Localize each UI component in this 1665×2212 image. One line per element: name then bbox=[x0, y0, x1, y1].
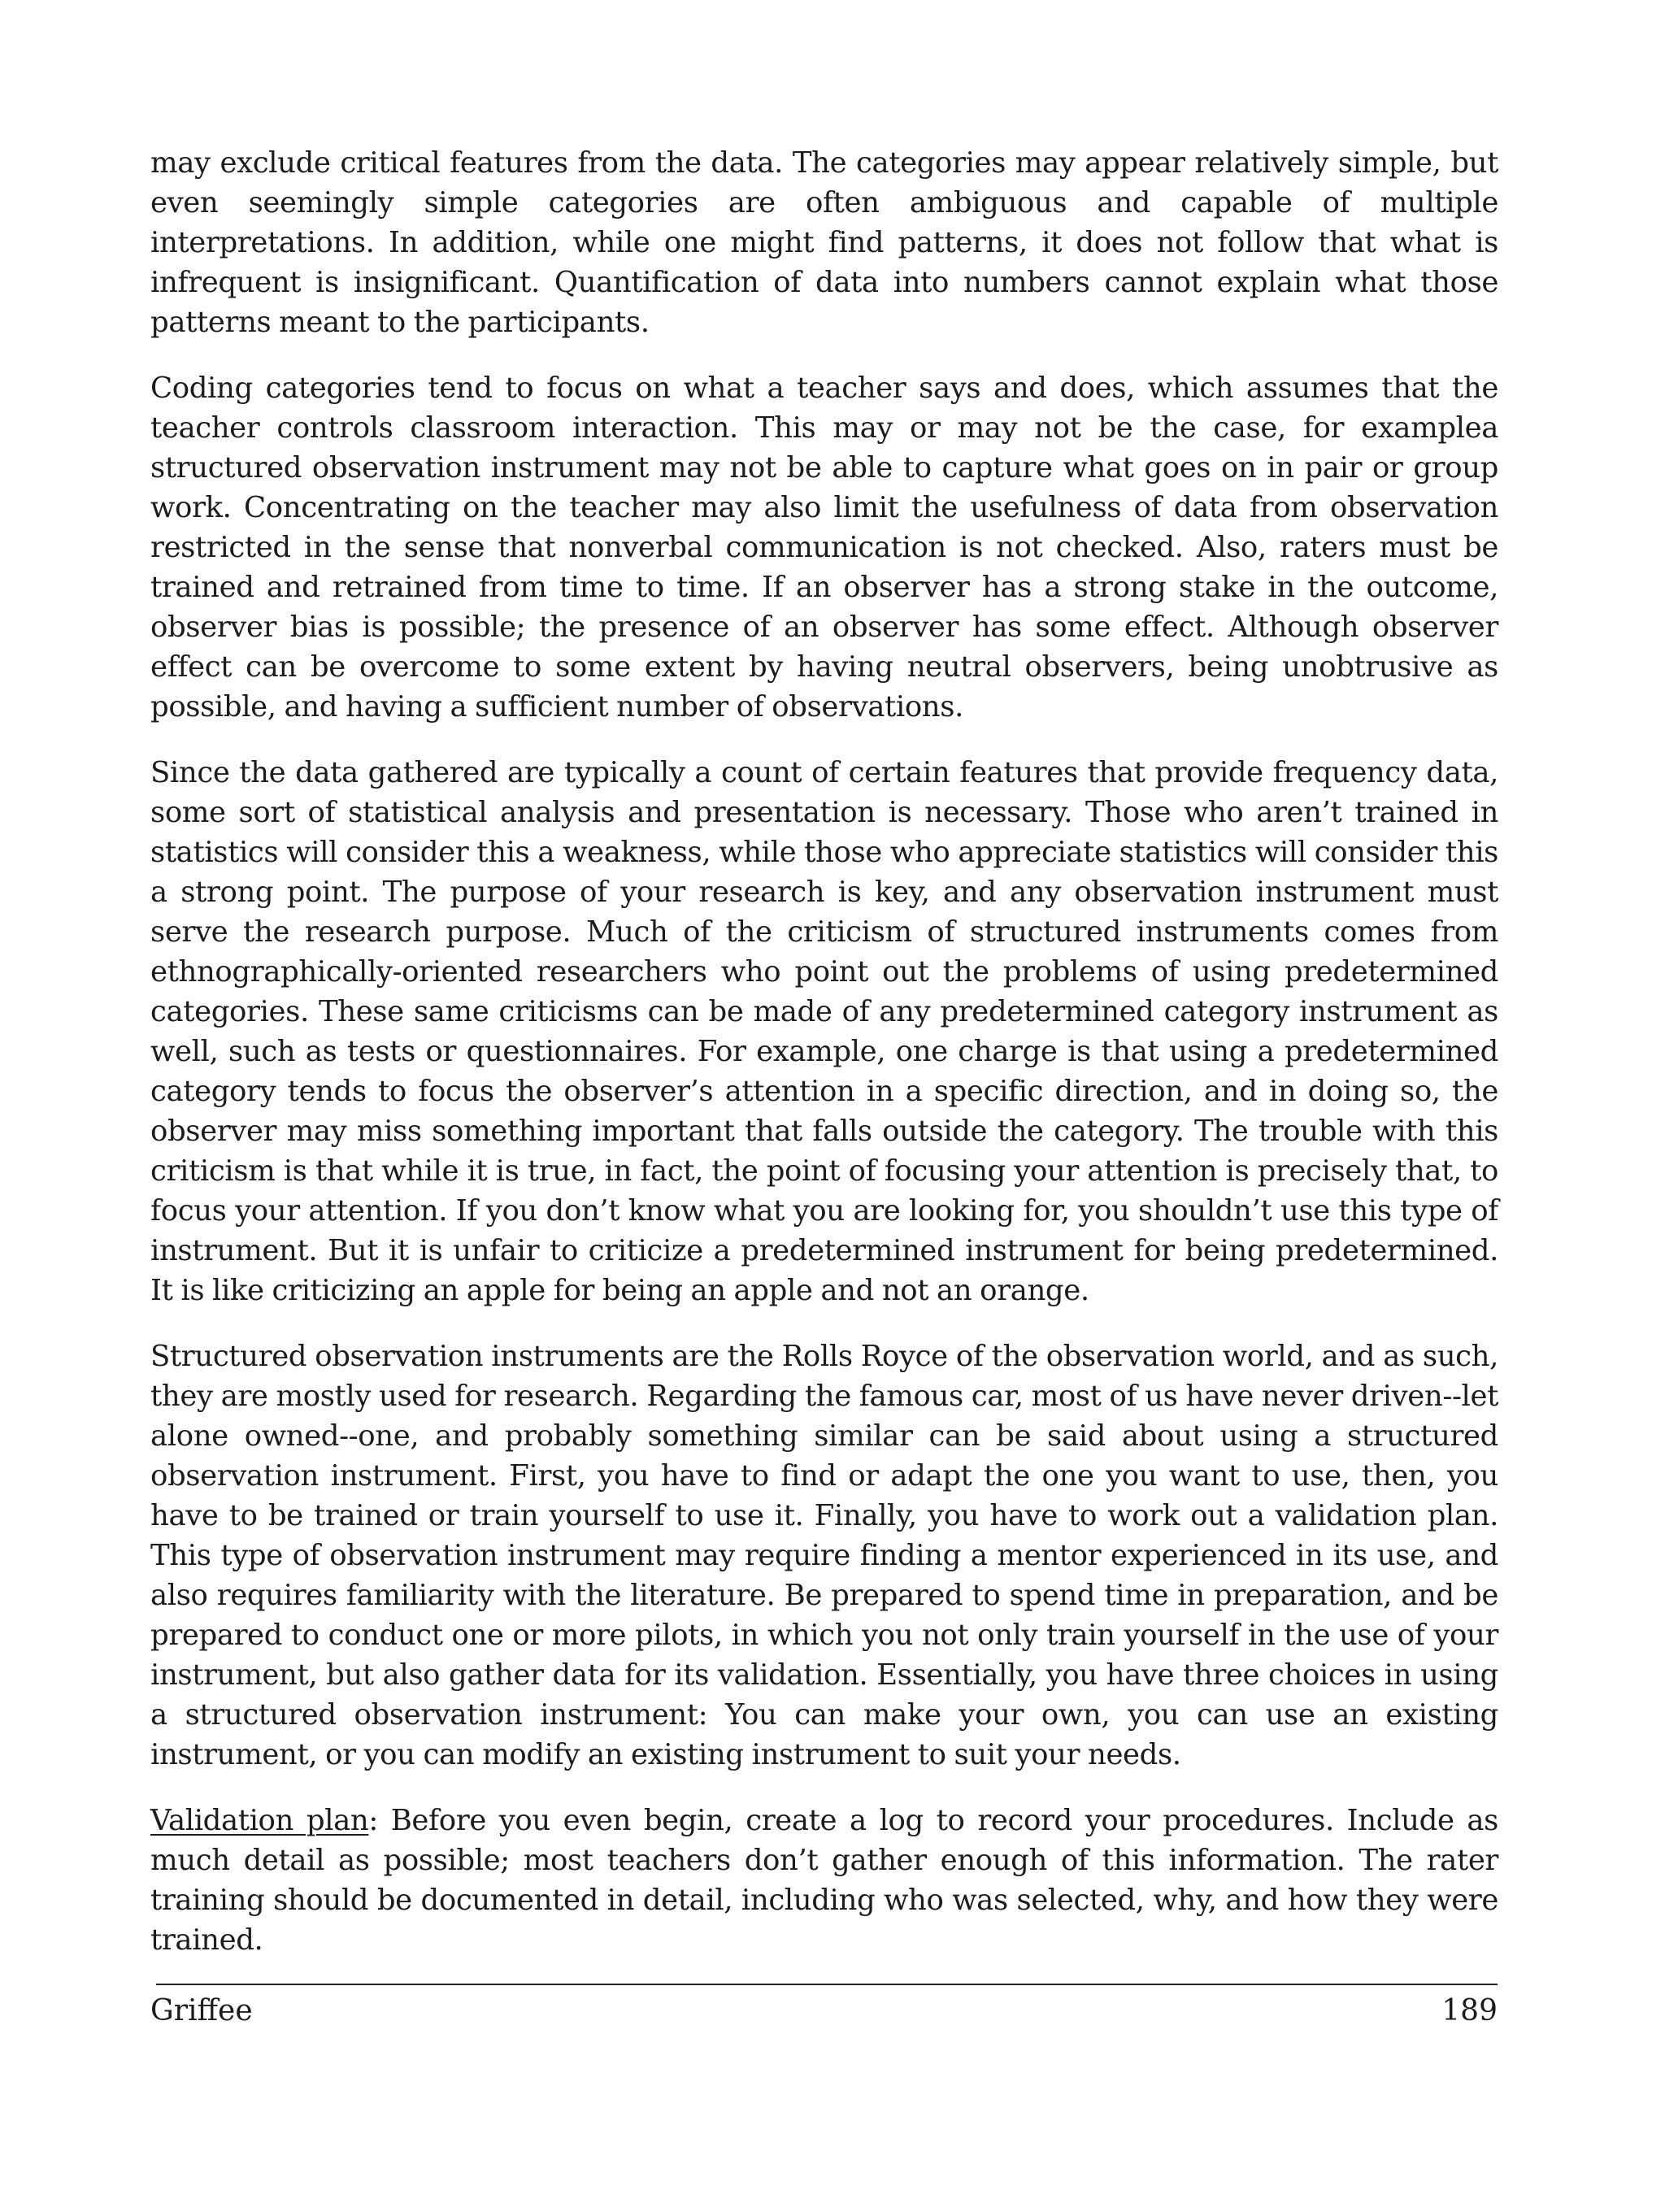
paragraph-5-text: : Before you even begin, create a log to record your procedures. Include as much detail as possible; most teachers don’t gather enough of this information. The rater training should be documented in detail, including who was selected, why, and how they were trained. bbox=[150, 1804, 1499, 1957]
paragraph-3: Since the data gathered are typically a count of certain features that provide frequency data, some sort of statistical analysis and presentation is necessary. Those who aren’t trained in statistics will consider this a weakness, while those who appreciate statistics will consider this a strong point. The purpose of your research is key, and any observation instrument must serve the research purpose. Much of the criticism of structured instruments comes from ethnographically-oriented researchers who point out the problems of using predetermined categories. These same criticisms can be made of any predetermined category instrument as well, such as tests or questionnaires. For example, one charge is that using a predetermined category tends to focus the observer’s attention in a specific direction, and in doing so, the observer may miss something important that falls outside the category. The trouble with this criticism is that while it is true, in fact, the point of focusing your attention is precisely that, to focus your attention. If you don’t know what you are looking for, you shouldn’t use this type of instrument. But it is unfair to criticize a predetermined instrument for being predetermined. It is like criticizing an apple for being an apple and not an orange. bbox=[150, 756, 1498, 1307]
footer-divider bbox=[156, 1984, 1498, 1985]
body-text bbox=[150, 143, 1498, 1986]
validation-plan-heading: Validation plan bbox=[150, 1804, 369, 1837]
footer-author: Griffee bbox=[150, 1994, 253, 2027]
page-number: 189 bbox=[1441, 1994, 1498, 2027]
paragraph-2: Coding categories tend to focus on what a teacher says and does, which assumes that the teacher controls classroom interaction. This may or may not be the case, for examplea structured observation instrument may not be able to capture what goes on in pair or group work. Concentrating on the teacher may also limit the usefulness of data from observation restricted in the sense that nonverbal communication is not checked. Also, raters must be trained and retrained from time to time. If an observer has a strong stake in the outcome, observer bias is possible; the presence of an observer has some effect. Although observer effect can be overcome to some extent by having neutral observers, being unobtrusive as possible, and having a sufficient number of observations. bbox=[150, 372, 1498, 724]
paragraph-1: may exclude critical features from the data. The categories may appear relatively simple, but even seemingly simple categories are often ambiguous and capable of multiple interpretations. In addition, while one might find patterns, it does not follow that what is infrequent is insignificant. Quantification of data into numbers cannot explain what those patterns meant to the participants. bbox=[150, 146, 1498, 339]
paragraph-5 bbox=[150, 1801, 1498, 1960]
paragraph-4: Structured observation instruments are the Rolls Royce of the observation world, and as such, they are mostly used for research. Regarding the famous car, most of us have never driven--let alone owned--one, and probably something similar can be said about using a structured observation instrument. First, you have to find or adapt the one you want to use, then, you have to be trained or train yourself to use it. Finally, you have to work out a validation plan. This type of observation instrument may require finding a mentor experienced in its use, and also requires familiarity with the literature. Be prepared to spend time in preparation, and be prepared to conduct one or more pilots, in which you not only train yourself in the use of your instrument, but also gather data for its validation. Essentially, you have three choices in using a structured observation instrument: You can make your own, you can use an existing instrument, or you can modify an existing instrument to suit your needs. bbox=[150, 1340, 1498, 1771]
